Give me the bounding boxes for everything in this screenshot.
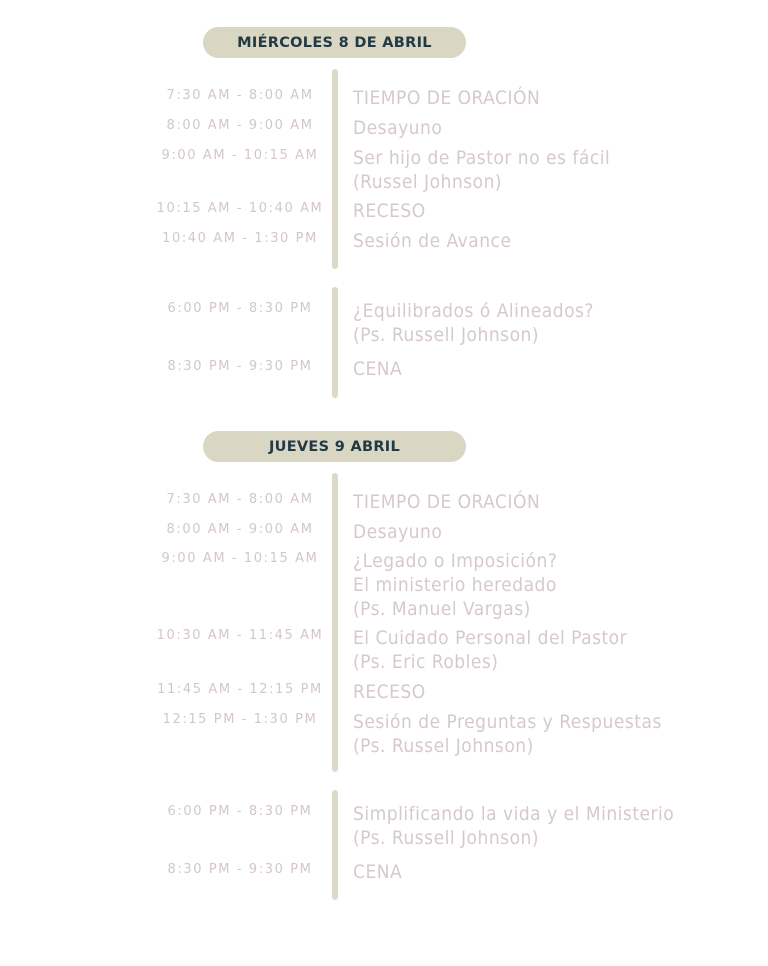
session-title: RECESO [353, 681, 426, 703]
session-time: 8:30 PM - 9:30 PM [167, 359, 313, 374]
session-title: CENA [353, 861, 403, 883]
session-time: 8:00 AM - 9:00 AM [166, 522, 314, 537]
session-time: 6:00 PM - 8:30 PM [167, 804, 313, 819]
session-time: 6:00 PM - 8:30 PM [167, 301, 313, 316]
timeline-bar [332, 473, 338, 772]
timeline-bar [332, 69, 338, 269]
session-title: El Cuidado Personal del Pastor (Ps. Eric Robles) [353, 627, 628, 673]
session-time: 10:15 AM - 10:40 AM [156, 201, 324, 216]
session-time: 12:15 PM - 1:30 PM [162, 712, 318, 727]
session-title: Simplificando la vida y el Ministerio (Ps. Russell Johnson) [353, 803, 675, 849]
session-title: ¿Equilibrados ó Alineados? (Ps. Russell Johnson) [353, 300, 594, 346]
session-title: Desayuno [353, 117, 443, 139]
session-time: 9:00 AM - 10:15 AM [161, 551, 319, 566]
session-time: 9:00 AM - 10:15 AM [161, 148, 319, 163]
session-time: 11:45 AM - 12:15 PM [157, 682, 323, 697]
session-time: 10:40 AM - 1:30 PM [162, 231, 318, 246]
session-title: ¿Legado o Imposición? El ministerio heredado (Ps. Manuel Vargas) [353, 550, 558, 620]
session-title: CENA [353, 358, 403, 380]
timeline-bar [332, 287, 338, 398]
session-title: RECESO [353, 200, 426, 222]
timeline-bar [332, 790, 338, 900]
session-time: 7:30 AM - 8:00 AM [166, 492, 314, 507]
day-header-wednesday: MIÉRCOLES 8 DE ABRIL [203, 27, 466, 58]
session-time: 8:30 PM - 9:30 PM [167, 862, 313, 877]
session-time: 10:30 AM - 11:45 AM [156, 628, 324, 643]
session-title: Sesión de Avance [353, 230, 512, 252]
day-header-thursday: JUEVES 9 ABRIL [203, 431, 466, 462]
session-time: 7:30 AM - 8:00 AM [166, 88, 314, 103]
session-title: Sesión de Preguntas y Respuestas (Ps. Russel Johnson) [353, 711, 662, 757]
session-title: Ser hijo de Pastor no es fácil (Russel Johnson) [353, 147, 611, 193]
session-title: TIEMPO DE ORACIÓN [353, 87, 541, 109]
session-title: TIEMPO DE ORACIÓN [353, 491, 541, 513]
session-title: Desayuno [353, 521, 443, 543]
session-time: 8:00 AM - 9:00 AM [166, 118, 314, 133]
